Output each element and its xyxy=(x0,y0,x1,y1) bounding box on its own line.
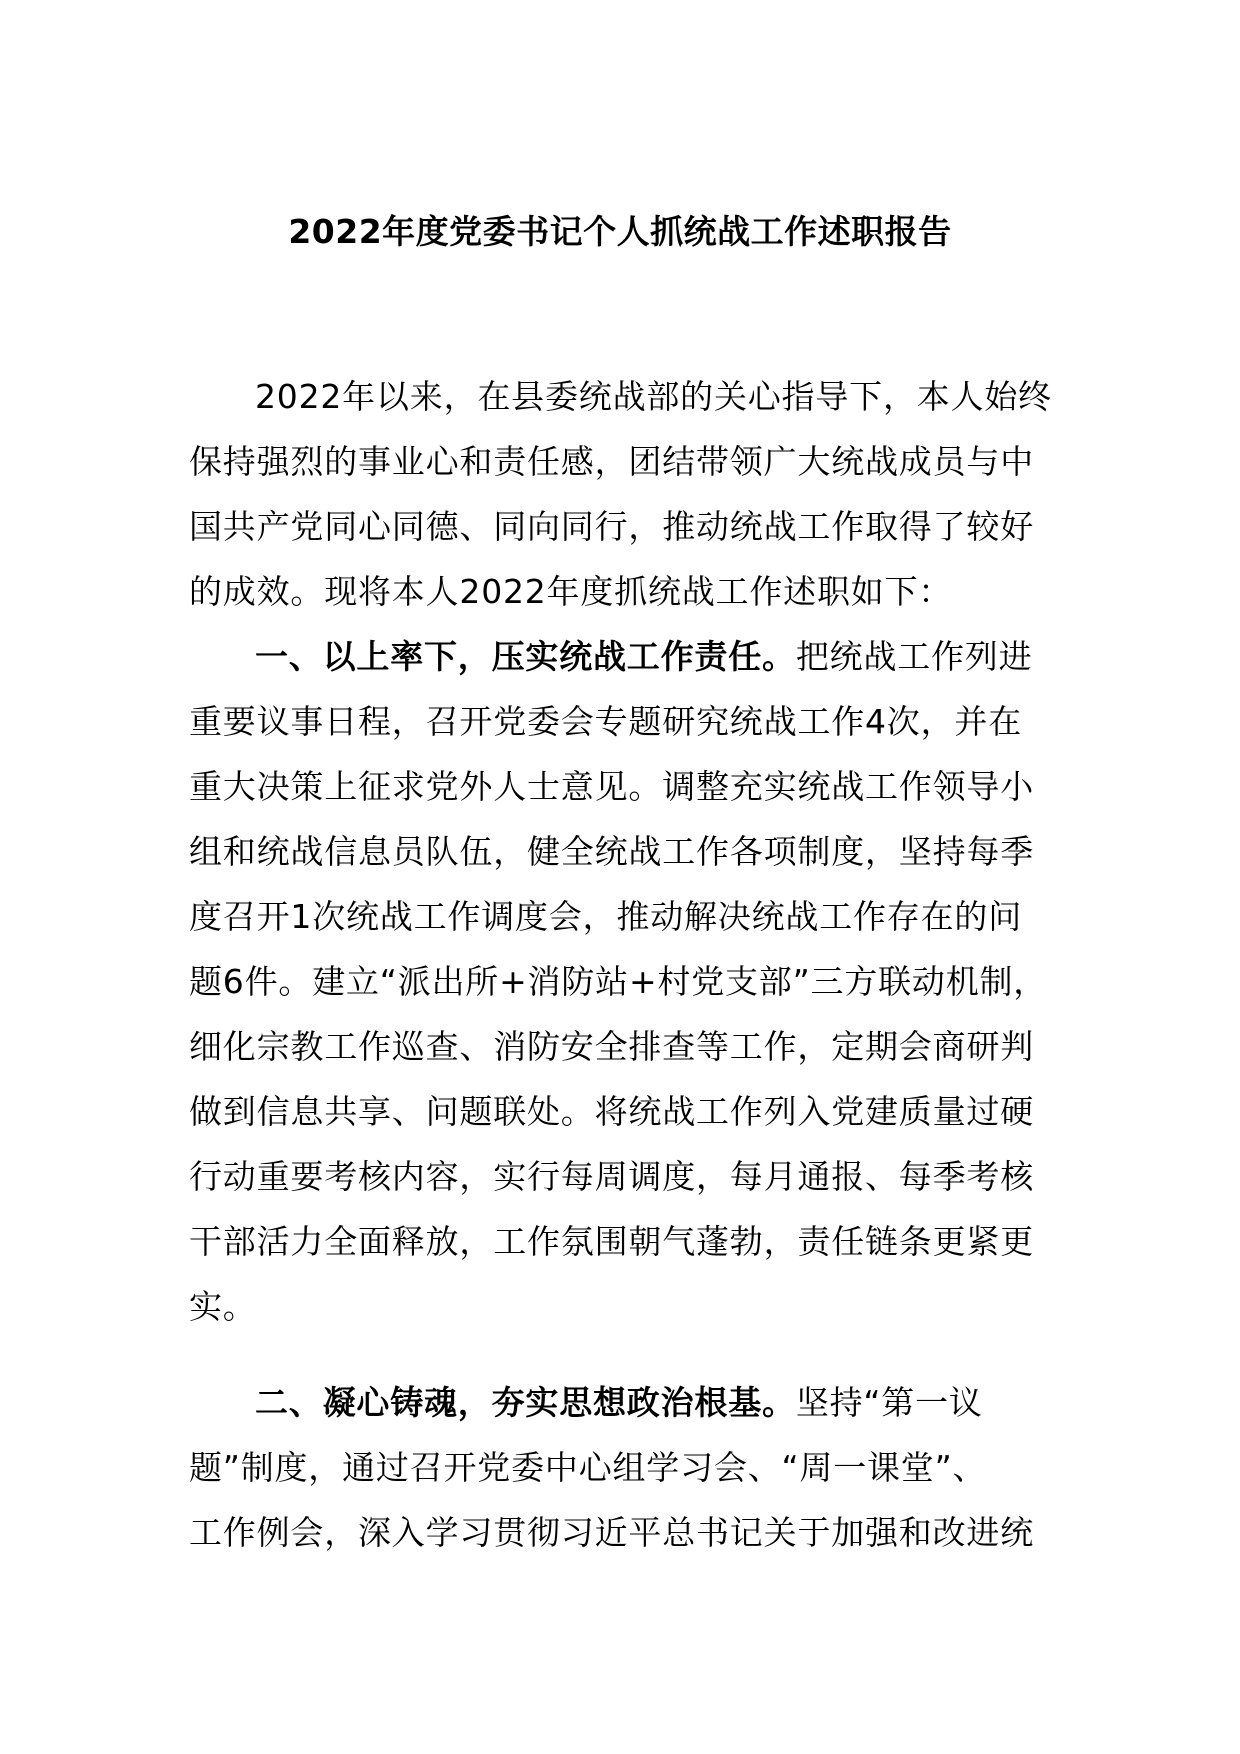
paragraph-intro xyxy=(189,364,1055,624)
paragraph-section-1 xyxy=(189,624,1055,1339)
section-heading: 二、凝心铸魂，夯实思想政治根基。 xyxy=(255,1383,796,1422)
text-line: 2022年以来，在县委统战部的关心指导下，本人始终 xyxy=(255,377,1052,416)
text-line: 行动重要考核内容，实行每周调度，每月通报、每季考核 xyxy=(189,1157,1034,1196)
section-first-line xyxy=(189,1370,1055,1435)
text-line: 保持强烈的事业心和责任感，团结带领广大统战成员与中 xyxy=(189,442,1034,481)
text-line: 组和统战信息员队伍，健全统战工作各项制度，坚持每季 xyxy=(189,832,1034,871)
section-text: 把统战工作列进 xyxy=(795,637,1033,676)
text-line: 的成效。现将本人2022年度抓统战工作述职如下： xyxy=(189,572,953,611)
section-heading: 一、以上率下，压实统战工作责任。 xyxy=(255,637,796,676)
text-line: 国共产党同心同德、同向同行，推动统战工作取得了较好 xyxy=(189,507,1034,546)
text-line: 度召开1次统战工作调度会，推动解决统战工作存在的问 xyxy=(189,897,1022,936)
paragraph-section-2 xyxy=(189,1370,1055,1565)
text-line: 题”制度，通过召开党委中心组学习会、“周一课堂”、 xyxy=(189,1448,987,1487)
text-line: 工作例会，深入学习贯彻习近平总书记关于加强和改进统 xyxy=(189,1513,1034,1552)
text-line: 实。 xyxy=(189,1287,257,1326)
section-first-line xyxy=(189,624,1055,689)
text-line: 细化宗教工作巡查、消防安全排查等工作，定期会商研判 xyxy=(189,1027,1034,1066)
section-text: 坚持“第一议 xyxy=(795,1383,983,1422)
text-line: 做到信息共享、问题联处。将统战工作列入党建质量过硬 xyxy=(189,1092,1034,1131)
text-line: 题6件。建立“派出所+消防站+村党支部”三方联动机制， xyxy=(189,962,1048,1001)
document-body xyxy=(189,364,1055,1565)
text-line: 重要议事日程，召开党委会专题研究统战工作4次，并在 xyxy=(189,702,1022,741)
document-title: 2022年度党委书记个人抓统战工作述职报告 xyxy=(288,212,952,251)
text-line: 重大决策上征求党外人士意见。调整充实统战工作领导小 xyxy=(189,767,1034,806)
text-line: 干部活力全面释放，工作氛围朝气蓬勃，责任链条更紧更 xyxy=(189,1222,1034,1261)
